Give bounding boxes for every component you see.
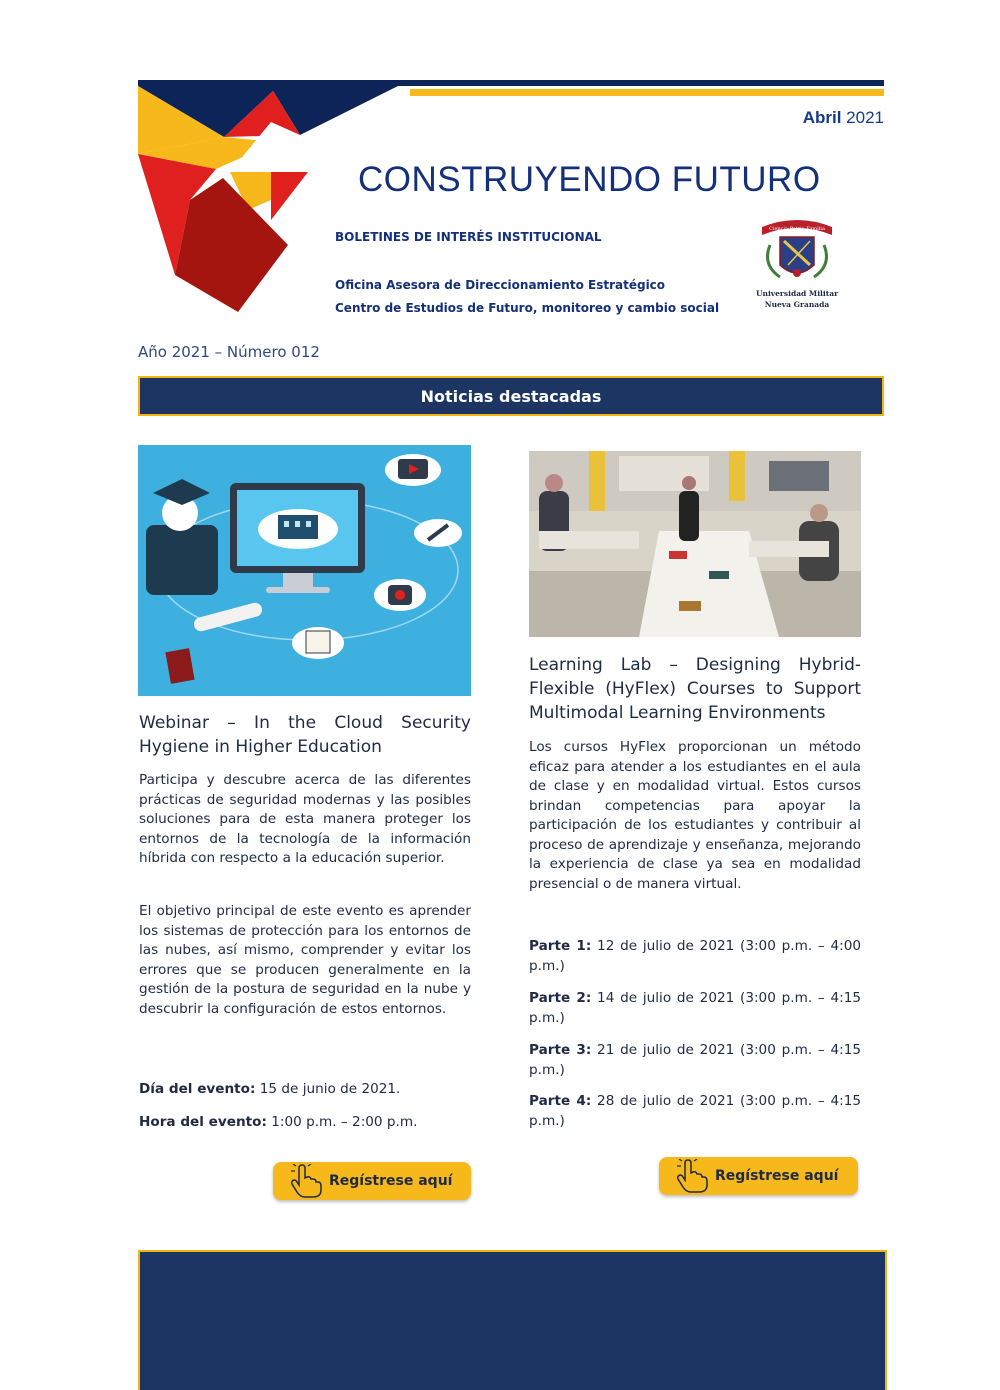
crest-banner-text: Ciencia Patria Familia — [769, 226, 825, 232]
classroom-photo — [529, 451, 861, 637]
right-register-button[interactable] — [659, 1157, 858, 1195]
session-part-3: Parte 3: 21 de julio de 2021 (3:00 p.m. – 4:15 p.m.) — [529, 1042, 861, 1078]
right-article-title: Learning Lab – Designing Hybrid-Flexible (HyFlex) Courses to Support Multimodal Learning Environments — [529, 655, 861, 723]
event-time-value: 1:00 p.m. – 2:00 p.m. — [266, 1114, 418, 1130]
left-article-para2: El objetivo principal de este evento es aprender los sistemas de protección para los entornos de las nubes, así mismo, comprender y evitar los errores que se producen generalmente en la gestión de la postura de seguridad en la nube y descubrir la configuración de estos entornos. — [139, 903, 471, 1017]
right-register-label: Regístrese aquí — [715, 1168, 839, 1184]
right-article-para1: Los cursos HyFlex proporcionan un método eficaz para atender a los estudiantes en el aula de clase y en modalidad virtual. Estos cursos brindan competencias para apoyar la participación de los estudiantes y contribuir al proceso de aprendizaje y enseñanza, mejorando la experiencia de clase ya sea en modalidad presencial o de manera virtual. — [529, 739, 861, 892]
bulletin-subtitle: BOLETINES DE INTERÉS INSTITUCIONAL — [335, 230, 602, 244]
office-name: Oficina Asesora de Direccionamiento Estratégico — [335, 278, 666, 292]
section-title: Noticias destacadas — [420, 386, 602, 406]
event-day — [139, 1080, 471, 1100]
session-part-2: Parte 2: 14 de julio de 2021 (3:00 p.m. – 4:15 p.m.) — [529, 990, 861, 1026]
session-part-4: Parte 4: 28 de julio de 2021 (3:00 p.m. – 4:15 p.m.) — [529, 1093, 861, 1129]
bulletin-title: CONSTRUYENDO FUTURO — [358, 160, 821, 199]
university-crest — [752, 215, 842, 315]
footer-panel — [138, 1250, 887, 1390]
event-time-label: Hora del evento: — [139, 1114, 267, 1130]
event-time — [139, 1113, 471, 1133]
pointing-hand-icon — [285, 1164, 325, 1198]
left-register-button[interactable] — [273, 1162, 471, 1200]
issue-number: Año 2021 – Número 012 — [138, 343, 320, 361]
event-day-label: Día del evento: — [139, 1081, 256, 1097]
issue-date: Abril 2021 — [802, 108, 884, 127]
pointing-hand-icon — [671, 1159, 711, 1193]
left-article-para1: Participa y descubre acerca de las diferentes prácticas de seguridad modernas y las posibles soluciones para de esta manera proteger los entornos de la tecnología de la información híbrida con respecto a la educación superior. — [139, 772, 471, 866]
left-register-label: Regístrese aquí — [329, 1173, 453, 1189]
left-article-title: Webinar – In the Cloud Security Hygiene in Higher Education — [139, 713, 471, 757]
section-header — [138, 376, 884, 416]
crest-text-line2: Nueva Granada — [764, 300, 830, 309]
event-day-value: 15 de junio de 2021. — [255, 1081, 401, 1097]
session-part-1: Parte 1: 12 de julio de 2021 (3:00 p.m. – 4:00 p.m.) — [529, 938, 861, 974]
header-stripe-yellow — [410, 89, 884, 96]
center-name: Centro de Estudios de Futuro, monitoreo y cambio social — [335, 301, 720, 315]
crest-text-line1: Universidad Militar — [755, 289, 839, 298]
graduate-illustration — [138, 445, 471, 696]
